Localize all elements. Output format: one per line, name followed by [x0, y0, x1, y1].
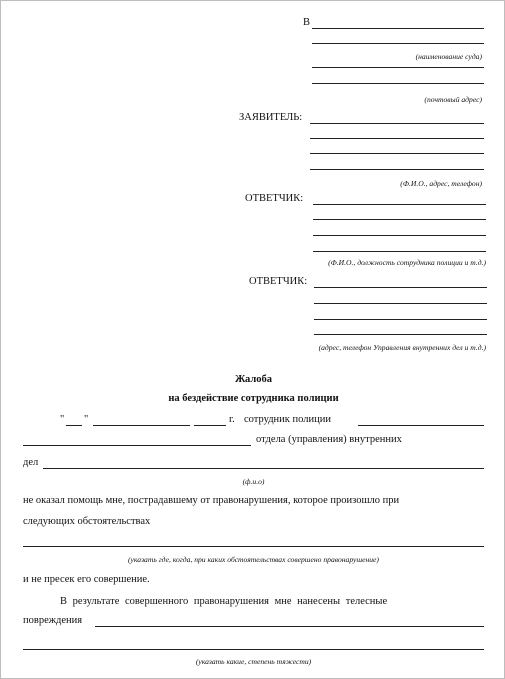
injuries-hint: (указать какие, степень тяжести) — [195, 657, 312, 666]
date-open-quote: " — [60, 414, 65, 425]
department-text: отдела (управления) внутренних — [256, 434, 402, 445]
applicant-label: ЗАЯВИТЕЛЬ: — [239, 112, 303, 123]
defendant1-line-3[interactable] — [313, 235, 486, 236]
officer-fio-field[interactable] — [43, 468, 484, 469]
paragraph-1-line-2: следующих обстоятельствах — [23, 516, 151, 527]
postal-address-line-1[interactable] — [312, 67, 484, 68]
court-name-line-2[interactable] — [312, 43, 484, 44]
defendant2-line-1[interactable] — [314, 287, 487, 288]
injuries-field-1[interactable] — [95, 626, 484, 627]
defendant2-label: ОТВЕТЧИК: — [249, 276, 308, 287]
date-year-field[interactable] — [194, 425, 226, 426]
defendant2-hint: (адрес, телефон Управления внутренних дел и т.д.) — [318, 343, 486, 352]
applicant-line-3[interactable] — [310, 153, 484, 154]
del-prefix: дел — [23, 457, 39, 468]
date-month-field[interactable] — [93, 425, 190, 426]
defendant1-label: ОТВЕТЧИК: — [245, 193, 304, 204]
department-field[interactable] — [23, 445, 251, 446]
paragraph-1-line-1: не оказал помощь мне, пострадавшему от правонарушения, которое произошло при — [23, 495, 400, 506]
paragraph-3-line-1: В результате совершенного правонарушения мне нанесены телесные — [60, 596, 388, 607]
officer-name-field[interactable] — [358, 425, 484, 426]
paragraph-2: и не пресек его совершение. — [23, 574, 150, 585]
date-close-quote: " — [84, 414, 89, 425]
officer-text: сотрудник полиции — [244, 414, 331, 425]
defendant2-line-3[interactable] — [314, 319, 487, 320]
applicant-line-1[interactable] — [310, 123, 484, 124]
to-prefix: В — [303, 17, 311, 28]
defendant1-hint: (Ф.И.О., должность сотрудника полиции и т.д.) — [328, 258, 486, 267]
fio-hint: (ф.и.о) — [242, 477, 265, 486]
document-subtitle: на бездействие сотрудника полиции — [168, 393, 339, 404]
defendant1-line-4[interactable] — [313, 251, 486, 252]
postal-address-hint: (почтовый адрес) — [424, 95, 482, 104]
defendant2-line-2[interactable] — [314, 303, 487, 304]
defendant1-line-2[interactable] — [313, 219, 486, 220]
applicant-line-2[interactable] — [310, 138, 484, 139]
court-name-line-1[interactable] — [312, 28, 484, 29]
date-day-field[interactable] — [66, 425, 82, 426]
year-suffix: г. — [229, 414, 235, 425]
court-name-hint: (наименование суда) — [415, 52, 482, 61]
applicant-hint: (Ф.И.О., адрес, телефон) — [400, 179, 482, 188]
paragraph-3-prefix: повреждения — [23, 615, 83, 626]
defendant1-line-1[interactable] — [313, 204, 486, 205]
applicant-line-4[interactable] — [310, 169, 484, 170]
circumstances-field[interactable] — [23, 546, 484, 547]
defendant2-line-4[interactable] — [314, 334, 487, 335]
injuries-field-2[interactable] — [23, 649, 484, 650]
document-title: Жалоба — [234, 374, 273, 385]
circumstances-hint: (указать где, когда, при каких обстоятельствах совершено правонарушение) — [128, 555, 379, 564]
postal-address-line-2[interactable] — [312, 83, 484, 84]
